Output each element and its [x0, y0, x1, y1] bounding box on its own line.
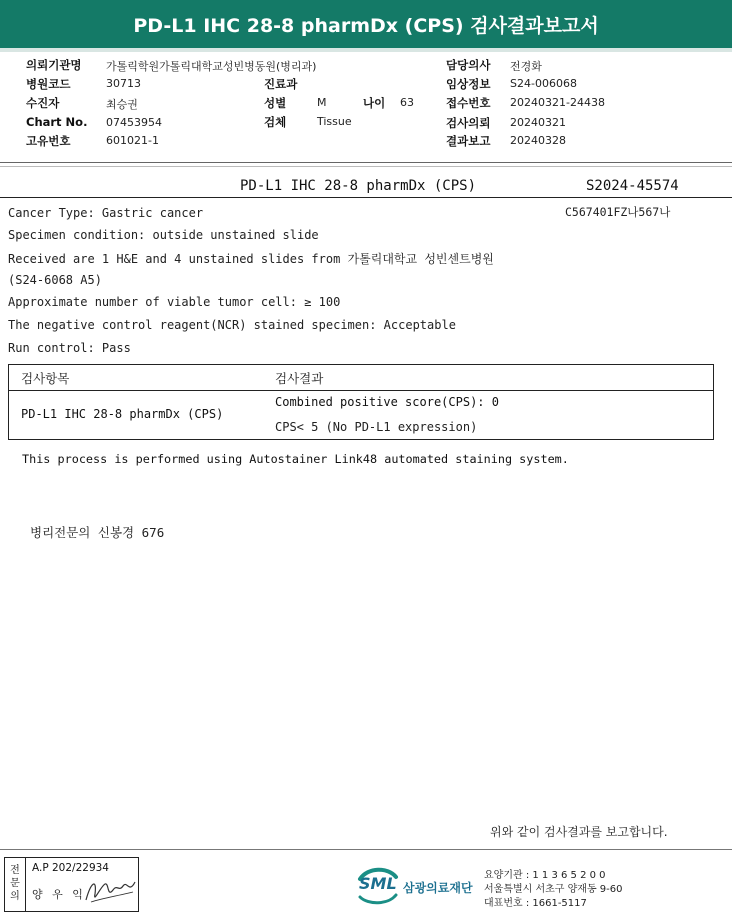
specialist-license: A.P 202/22934	[32, 862, 109, 874]
header-divider	[0, 162, 732, 163]
specialist-name: 양 우 익	[32, 888, 86, 901]
org-phone: 대표번호 : 1661-5117	[484, 898, 587, 909]
specialist-side-label: 전문의	[10, 865, 20, 902]
report-title-underline	[0, 197, 732, 198]
value-report-date: 20240328	[510, 134, 566, 147]
label-department: 진료과	[264, 77, 298, 91]
value-patient: 최승권	[106, 98, 138, 111]
label-specimen: 검체	[264, 115, 287, 129]
value-requesting-institution: 가톨릭학원가톨릭대학교성빈병동원(병리과)	[106, 60, 317, 73]
line-run-control: Run control: Pass	[8, 341, 131, 355]
report-sub-code: C567401FZ나567나	[565, 205, 671, 219]
org-address: 서울특별시 서초구 양재동 9-60	[484, 884, 623, 895]
process-note: This process is performed using Autostainer Link48 automated staining system.	[22, 452, 569, 466]
value-hospital-code: 30713	[106, 77, 141, 90]
label-sex: 성별	[264, 96, 287, 110]
label-clinical-info: 임상정보	[446, 77, 491, 91]
line-specimen-condition: Specimen condition: outside unstained slide	[8, 228, 319, 242]
value-age: 63	[400, 96, 414, 109]
org-name: 삼광의료재단	[403, 881, 473, 895]
org-institution-code: 요양기관 : 1 1 3 6 5 2 0 0	[484, 870, 606, 881]
report-number: S2024-45574	[586, 178, 679, 194]
table-cell-item: PD-L1 IHC 28-8 pharmDx (CPS)	[21, 407, 224, 421]
table-header-divider	[9, 390, 713, 391]
label-request-date: 검사의뢰	[446, 116, 491, 130]
specialist-box	[4, 857, 139, 912]
line-negative-control: The negative control reagent(NCR) stained specimen: Acceptable	[8, 318, 456, 332]
value-chart-no: 07453954	[106, 116, 162, 129]
label-hospital-code: 병원코드	[26, 77, 71, 91]
footer-divider	[0, 849, 732, 850]
report-test-name: PD-L1 IHC 28-8 pharmDx (CPS)	[240, 178, 477, 194]
result-table	[8, 364, 714, 440]
label-requesting-institution: 의뢰기관명	[26, 58, 82, 72]
value-specimen: Tissue	[317, 115, 352, 128]
title-underline	[0, 48, 732, 52]
sml-logo-text: SML	[359, 874, 397, 893]
line-cancer-type: Cancer Type: Gastric cancer	[8, 206, 204, 220]
label-chart-no: Chart No.	[26, 115, 88, 129]
table-header-result: 검사결과	[275, 371, 324, 386]
pathologist-signature-line: 병리전문의 신봉경 676	[30, 525, 165, 540]
value-sex: M	[317, 96, 327, 109]
label-unique-no: 고유번호	[26, 134, 71, 148]
value-receipt-no: 20240321-24438	[510, 96, 605, 109]
table-cell-result-interpretation: CPS< 5 (No PD-L1 expression)	[275, 420, 478, 434]
closing-statement: 위와 같이 검사결과를 보고합니다.	[490, 825, 668, 839]
label-age: 나이	[363, 96, 386, 110]
value-clinical-info: S24-006068	[510, 77, 577, 90]
line-received: Received are 1 H&E and 4 unstained slides from 가톨릭대학교 성빈센트병원	[8, 252, 494, 266]
signature-scribble	[83, 872, 138, 908]
line-slide-id: (S24-6068 A5)	[8, 273, 102, 287]
label-report-date: 결과보고	[446, 134, 491, 148]
label-doctor: 담당의사	[446, 58, 491, 72]
report-title: PD-L1 IHC 28-8 pharmDx (CPS) 검사결과보고서	[0, 0, 732, 48]
value-request-date: 20240321	[510, 116, 566, 129]
specialist-box-divider	[25, 858, 26, 911]
value-doctor: 전경화	[510, 60, 542, 73]
table-cell-result-score: Combined positive score(CPS): 0	[275, 395, 499, 409]
label-receipt-no: 접수번호	[446, 96, 491, 110]
line-tumor-cell: Approximate number of viable tumor cell: ≥ 100	[8, 295, 341, 309]
table-header-item: 검사항목	[21, 371, 70, 386]
header-divider-2	[0, 166, 732, 167]
value-unique-no: 601021-1	[106, 134, 159, 147]
label-patient: 수진자	[26, 96, 60, 110]
